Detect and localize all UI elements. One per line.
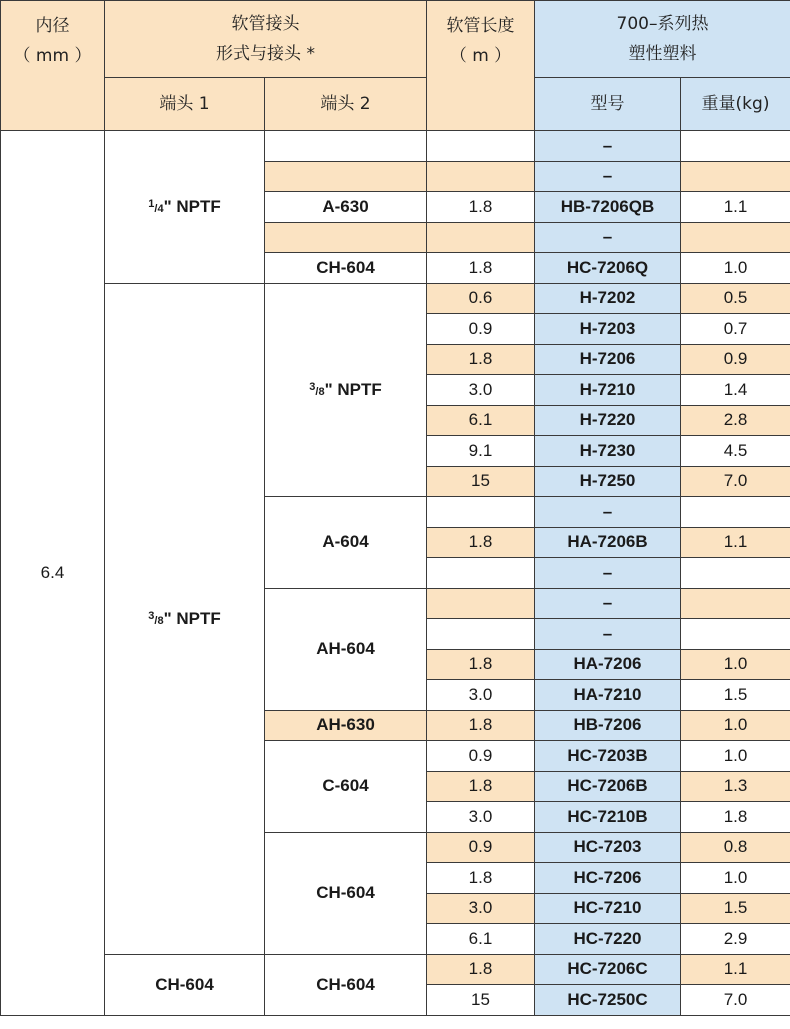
weight-cell: 0.7 — [681, 314, 790, 345]
weight-cell: 1.8 — [681, 802, 790, 833]
fraction-numerator: 3 — [148, 609, 155, 622]
model-cell: – — [535, 588, 681, 619]
model-cell: HC-7210 — [535, 893, 681, 924]
length-cell: 15 — [427, 466, 535, 497]
model-cell: H-7210 — [535, 375, 681, 406]
fitting-label: " NPTF — [163, 196, 221, 216]
model-cell: HC-7206B — [535, 771, 681, 802]
weight-cell: 1.0 — [681, 253, 790, 284]
model-cell: HC-7250C — [535, 985, 681, 1016]
table-row — [1, 131, 790, 162]
length-cell — [427, 497, 535, 528]
fraction-numerator: 3 — [309, 380, 316, 393]
weight-cell: 1.1 — [681, 192, 790, 223]
fraction-slash: / — [154, 202, 158, 215]
length-cell: 1.8 — [427, 253, 535, 284]
table-row — [1, 283, 790, 314]
weight-cell: 4.5 — [681, 436, 790, 467]
weight-cell: 1.0 — [681, 863, 790, 894]
weight-cell: 1.0 — [681, 741, 790, 772]
weight-cell: 7.0 — [681, 466, 790, 497]
length-cell — [427, 619, 535, 650]
fitting-label: A-604 — [322, 532, 369, 552]
model-cell: HC-7210B — [535, 802, 681, 833]
length-cell: 0.9 — [427, 741, 535, 772]
weight-cell: 1.1 — [681, 954, 790, 985]
end2-cell — [265, 588, 427, 710]
length-cell: 1.8 — [427, 527, 535, 558]
fraction-denominator: 8 — [157, 614, 164, 627]
length-cell: 1.8 — [427, 649, 535, 680]
model-cell: HC-7206 — [535, 863, 681, 894]
weight-cell: 0.5 — [681, 283, 790, 314]
model-cell: – — [535, 222, 681, 253]
weight-cell — [681, 619, 790, 650]
length-cell — [427, 161, 535, 192]
weight-cell: 1.5 — [681, 893, 790, 924]
weight-cell: 1.0 — [681, 649, 790, 680]
model-cell: HC-7206Q — [535, 253, 681, 284]
end2-cell — [265, 222, 427, 253]
fitting-label: CH-604 — [316, 974, 375, 994]
model-cell: HA-7206B — [535, 527, 681, 558]
model-cell: – — [535, 497, 681, 528]
end2-cell — [265, 832, 427, 954]
model-cell: H-7203 — [535, 314, 681, 345]
fitting-label: " NPTF — [163, 608, 221, 628]
length-cell: 0.6 — [427, 283, 535, 314]
end2-cell — [265, 131, 427, 162]
length-cell: 3.0 — [427, 802, 535, 833]
length-cell: 1.8 — [427, 954, 535, 985]
length-cell: 9.1 — [427, 436, 535, 467]
end2-cell — [265, 192, 427, 223]
model-cell: HB-7206 — [535, 710, 681, 741]
end2-cell — [265, 497, 427, 589]
inner-diameter-cell: 6.4 — [1, 131, 105, 1016]
model-cell: HC-7203 — [535, 832, 681, 863]
length-cell: 15 — [427, 985, 535, 1016]
fraction-numerator: 1 — [148, 197, 155, 210]
length-cell — [427, 222, 535, 253]
end2-cell — [265, 253, 427, 284]
length-cell: 1.8 — [427, 863, 535, 894]
fitting-label: AH-630 — [316, 715, 375, 735]
inner-diameter-header: 内径 （ mm ） — [1, 1, 105, 131]
length-cell: 0.9 — [427, 832, 535, 863]
model-cell: HA-7206 — [535, 649, 681, 680]
model-cell: – — [535, 131, 681, 162]
fitting-label: AH-604 — [316, 639, 375, 658]
end2-cell — [265, 161, 427, 192]
end2-cell — [265, 741, 427, 833]
model-cell: HC-7203B — [535, 741, 681, 772]
weight-cell: 0.9 — [681, 344, 790, 375]
end2-cell — [265, 710, 427, 741]
weight-cell: 2.8 — [681, 405, 790, 436]
length-cell — [427, 558, 535, 589]
length-cell: 6.1 — [427, 405, 535, 436]
model-cell: – — [535, 161, 681, 192]
weight-cell — [681, 131, 790, 162]
fraction-denominator: 4 — [157, 202, 164, 215]
model-cell: H-7230 — [535, 436, 681, 467]
end2-cell — [265, 954, 427, 1015]
model-cell: H-7250 — [535, 466, 681, 497]
weight-cell: 1.5 — [681, 680, 790, 711]
weight-header: 重量(kg) — [681, 78, 790, 131]
hose-length-header: 软管长度 （ m ） — [427, 1, 535, 131]
model-cell: HC-7206C — [535, 954, 681, 985]
model-cell: HC-7220 — [535, 924, 681, 955]
length-cell: 1.8 — [427, 710, 535, 741]
end1-header: 端头 1 — [105, 78, 265, 131]
length-cell: 3.0 — [427, 893, 535, 924]
length-cell: 3.0 — [427, 375, 535, 406]
length-cell: 3.0 — [427, 680, 535, 711]
table-row — [1, 954, 790, 985]
weight-cell — [681, 161, 790, 192]
end2-cell — [265, 283, 427, 497]
end1-cell — [105, 954, 265, 1015]
fitting-label: A-630 — [322, 196, 369, 216]
fraction-slash: / — [154, 614, 158, 627]
model-cell: HB-7206QB — [535, 192, 681, 223]
weight-cell — [681, 588, 790, 619]
weight-cell: 1.1 — [681, 527, 790, 558]
series-header: 700–系列热 塑性塑料 — [535, 1, 790, 78]
length-cell: 1.8 — [427, 771, 535, 802]
fraction-slash: / — [315, 385, 319, 398]
model-cell: H-7206 — [535, 344, 681, 375]
model-cell: – — [535, 619, 681, 650]
weight-cell: 1.4 — [681, 375, 790, 406]
fitting-label: CH-604 — [316, 883, 375, 902]
weight-cell: 1.3 — [681, 771, 790, 802]
spec-body — [1, 131, 790, 1016]
end1-cell — [105, 131, 265, 284]
length-cell: 0.9 — [427, 314, 535, 345]
model-cell: H-7220 — [535, 405, 681, 436]
fitting-header: 软管接头 形式与接头 * — [105, 1, 427, 78]
length-cell: 1.8 — [427, 192, 535, 223]
weight-cell: 7.0 — [681, 985, 790, 1016]
weight-cell: 2.9 — [681, 924, 790, 955]
fraction-denominator: 8 — [318, 385, 325, 398]
end2-header: 端头 2 — [265, 78, 427, 131]
model-cell: – — [535, 558, 681, 589]
model-cell: H-7202 — [535, 283, 681, 314]
weight-cell: 1.0 — [681, 710, 790, 741]
weight-cell — [681, 558, 790, 589]
model-header: 型号 — [535, 78, 681, 131]
fitting-label: CH-604 — [155, 974, 214, 994]
fitting-label: C-604 — [322, 776, 369, 796]
weight-cell — [681, 497, 790, 528]
length-cell: 1.8 — [427, 344, 535, 375]
model-cell: HA-7210 — [535, 680, 681, 711]
weight-cell: 0.8 — [681, 832, 790, 863]
length-cell: 6.1 — [427, 924, 535, 955]
end1-cell — [105, 283, 265, 954]
fitting-label: CH-604 — [316, 257, 375, 277]
length-cell — [427, 588, 535, 619]
length-cell — [427, 131, 535, 162]
weight-cell — [681, 222, 790, 253]
fitting-label: " NPTF — [324, 379, 382, 399]
